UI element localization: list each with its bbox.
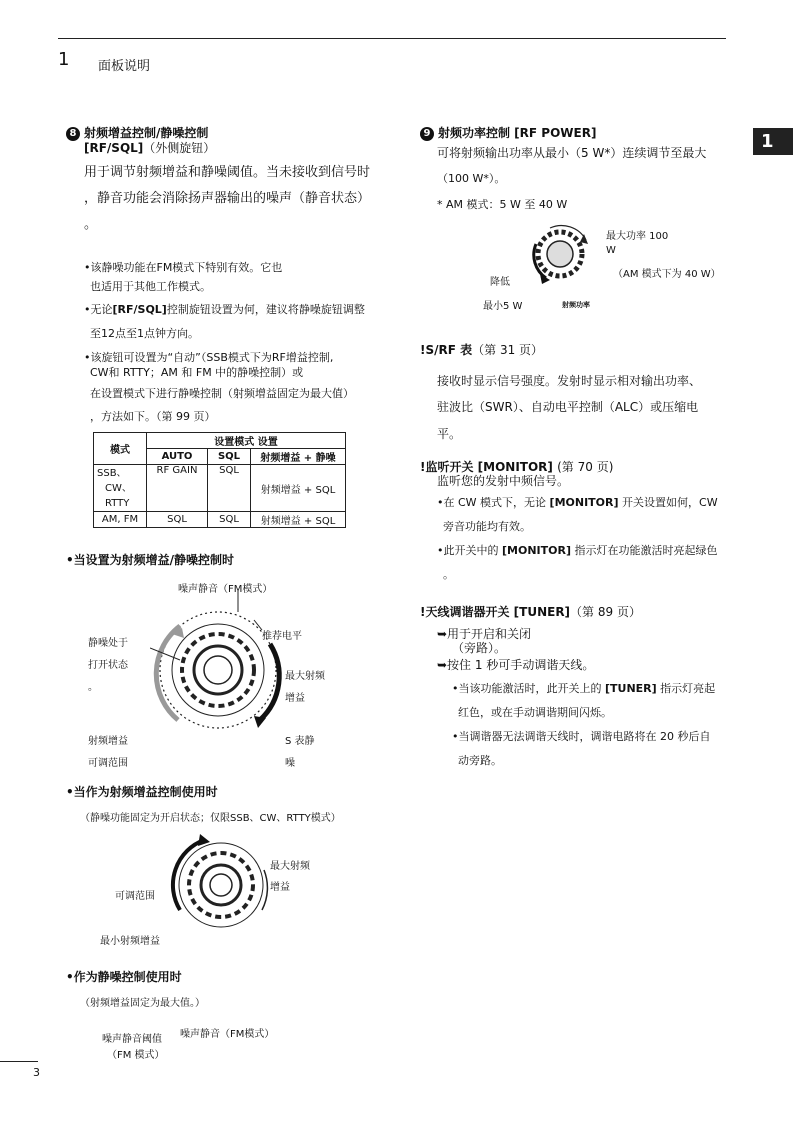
rf-power-min: 最小5 W: [483, 301, 523, 312]
figure2-arrowhead: [198, 834, 210, 846]
table-col-mode: 模式: [94, 433, 147, 465]
table-col-group: 设置模式 设置: [147, 433, 346, 449]
rf-power-max-3: （AM 模式下为 40 W）: [613, 269, 721, 280]
monitor-bullet2-line2: 。: [443, 568, 454, 581]
figure1-label-line: [150, 648, 180, 660]
tuner-action1-line1: ➥用于开启和关闭: [437, 627, 532, 641]
tuner-b1-bold: [TUNER]: [604, 682, 657, 695]
bullet1-line2: 也适用于其他工作模式。: [90, 280, 211, 293]
monitor-bullet1-line2: 旁音功能均有效。: [443, 520, 531, 533]
figure2-knob-diagram: [166, 830, 276, 940]
mode-ssb: SSB、: [97, 467, 127, 479]
tuner-title: [420, 603, 641, 620]
section-8-para-line3: 。: [84, 217, 98, 232]
rf-power-decrease: 降低: [490, 277, 510, 288]
header-rule: [58, 38, 726, 39]
table-cell-rfsql: 射频增益 + SQL: [251, 465, 346, 512]
figure1-sq-open-1: 静噪处于: [88, 638, 128, 649]
monitor-title-text: 监听开关 [MONITOR]: [425, 460, 553, 474]
figure1-s-meter-2: 噪: [285, 758, 295, 769]
monitor-b1-pre: •在 CW 模式下，无论: [437, 496, 550, 509]
table-col-auto: AUTO: [147, 449, 208, 465]
figure2-knob-cap: [201, 865, 241, 905]
srf-page-ref: （第 31 页）: [472, 343, 544, 357]
figure1-heading: •当设置为射频增益/静噪控制时: [66, 553, 235, 567]
tuner-bullet1-line1: [452, 680, 715, 696]
section-8-para-line1: 用于调节射频增益和静噪阈值。当未接收到信号时: [84, 165, 371, 180]
table-cell-auto: RF GAIN: [147, 465, 208, 512]
section-9-note: * AM 模式：5 W 至 40 W: [437, 198, 568, 211]
figure1-noise-squelch: 噪声静音（FM模式）: [178, 584, 273, 595]
figure2-max-rf-1: 最大射频: [270, 861, 310, 872]
tuner-b1-post: 指示灯亮起: [656, 682, 716, 695]
bullet2-pre: •无论: [84, 303, 113, 316]
table-cell-mode: AM, FM: [94, 512, 147, 528]
figure1-sq-open-3: 。: [88, 682, 98, 693]
figure1-max-rf-2: 增益: [285, 693, 305, 704]
table-col-rfsql: 射频增益 + 静噪: [251, 449, 346, 465]
figure1-rf-range-2: 可调范围: [88, 758, 128, 769]
section-9-badge: 9: [420, 127, 434, 141]
tuner-page-ref: （第 89 页）: [570, 605, 641, 619]
chapter-side-tab: [753, 128, 793, 155]
rf-power-max-1: 最大功率 100: [606, 231, 669, 242]
page-number: 3: [33, 1066, 40, 1079]
mode-rtty: RTTY: [105, 497, 130, 509]
table-cell-mode: [94, 465, 147, 512]
figure1-recommended-line: [254, 620, 262, 630]
monitor-marker: !: [420, 460, 426, 474]
tuner-bullet2-line2: 动旁路。: [458, 754, 502, 767]
tuner-bullet1-line2: 红色，或在手动调谐期间闪烁。: [458, 706, 612, 719]
srf-para-line1: 接收时显示信号强度。发射时显示相对输出功率、: [437, 374, 702, 388]
tuner-title-text: 天线调谐器开关 [TUNER]: [425, 605, 571, 619]
tuner-action2: ➥按住 1 秒可手动调谐天线。: [437, 658, 595, 672]
srf-meter-title: [420, 341, 543, 358]
table-cell-sql: SQL: [208, 512, 251, 528]
table-row: [94, 465, 346, 512]
section-8-title-text: 射频增益控制/静噪控制: [84, 126, 209, 140]
bullet1-line1: •该静噪功能在FM模式下特别有效。它也: [84, 261, 283, 274]
rf-power-knob-cap: [547, 241, 573, 267]
table-cell-auto: SQL: [147, 512, 208, 528]
bullet3-line4: ，方法如下。（第 99 页）: [90, 410, 216, 423]
section-9-title: [420, 124, 596, 141]
monitor-b2-pre: •此开关中的: [437, 544, 502, 557]
tuner-marker: !: [420, 605, 426, 619]
chapter-title: 面板说明: [98, 59, 151, 74]
figure1-max-rf-1: 最大射频: [285, 671, 325, 682]
table-col-sql: SQL: [208, 449, 251, 465]
monitor-b2-post: 指示灯在功能激活时亮起绿色: [570, 544, 718, 557]
monitor-b1-post: 开关设置如何，CW: [618, 496, 718, 509]
section-8-para-line2: ，静音功能会消除扬声器输出的噪声（静音状态）: [84, 191, 371, 206]
figure3-note: （射频增益固定为最大值。）: [80, 998, 205, 1009]
bullet2-line2: 至12点至1点钟方向。: [90, 327, 199, 340]
figure2-min-rf: 最小射频增益: [100, 936, 160, 947]
mode-cw: CW、: [105, 482, 132, 494]
figure1-rf-range-1: 射频增益: [88, 736, 128, 747]
figure2-note: （静噪功能固定为开启状态；仅限SSB、CW、RTTY模式）: [80, 813, 341, 824]
outer-knob-label: （外侧旋钮）: [143, 141, 216, 155]
section-9-title-text: 射频功率控制 [RF POWER]: [438, 126, 597, 140]
figure1-recommended: 推荐电平: [262, 631, 302, 642]
bullet2-bold: [RF/SQL]: [112, 303, 167, 316]
tuner-action1-line2: （旁路）。: [452, 641, 507, 655]
tuner-b1-pre: •当该功能激活时，此开关上的: [452, 682, 605, 695]
rfsql-label: [RF/SQL]: [84, 141, 144, 155]
monitor-bullet2-line1: [437, 542, 717, 558]
rf-power-knob-label: 射频功率: [562, 301, 590, 309]
figure3-heading: •作为静噪控制使用时: [66, 970, 182, 984]
figure1-sq-arrowhead: [254, 716, 266, 728]
section-8-subtitle: [84, 139, 215, 156]
figure3-threshold-1: 噪声静音阈值: [102, 1034, 162, 1045]
section-8-badge: 8: [66, 127, 80, 141]
srf-para-line3: 平。: [437, 427, 462, 441]
figure2-heading: •当作为射频增益控制使用时: [66, 785, 218, 799]
figure1-knob-cap: [194, 646, 242, 694]
rf-power-knob-diagram: [528, 220, 592, 284]
srf-marker: !: [420, 343, 426, 357]
monitor-b2-bold: [MONITOR]: [502, 544, 571, 557]
table-header-row: [94, 433, 346, 449]
table-cell-rfsql: 射频增益 + SQL: [251, 512, 346, 528]
bullet3-line3: 在设置模式下进行静噪控制（射频增益固定为最大值）: [90, 387, 354, 400]
figure3-noise-squelch: 噪声静音（FM模式）: [180, 1029, 275, 1040]
figure1-s-meter-1: S 表静: [285, 736, 315, 747]
table-cell-sql: SQL: [208, 465, 251, 512]
section-9-para-line1: 可将射频输出功率从最小（5 W*）连续调节至最大: [437, 146, 707, 160]
section-9-para-line2: （100 W*）。: [437, 172, 506, 185]
bullet2-post: 控制旋钮设置为何，建议将静噪旋钮调整: [166, 303, 365, 316]
figure3-threshold-2: （FM 模式）: [107, 1050, 165, 1061]
figure1-knob-diagram: [150, 590, 290, 740]
monitor-page-ref: (第 70 页): [557, 460, 614, 474]
table-row: [94, 512, 346, 528]
footer-rule: [0, 1061, 38, 1062]
settings-table: [93, 432, 346, 528]
bullet3-line2: CW和 RTTY；AM 和 FM 中的静噪控制）或: [90, 366, 304, 379]
bullet3-line1: •该旋钮可设置为“自动”（SSB模式下为RF增益控制,: [84, 351, 334, 364]
figure2-max-rf-2: 增益: [270, 882, 290, 893]
bullet2-line1: [84, 301, 365, 317]
srf-para-line2: 驻波比（SWR）、自动电平控制（ALC）或压缩电: [437, 400, 699, 414]
tuner-bullet2-line1: •当调谐器无法调谐天线时，调谐电路将在 20 秒后自: [452, 730, 711, 743]
figure2-range: 可调范围: [115, 891, 155, 902]
srf-title-text: S/RF 表: [425, 343, 473, 357]
monitor-bullet1-line1: [437, 494, 718, 510]
monitor-b1-bold: [MONITOR]: [549, 496, 619, 509]
figure1-sq-open-2: 打开状态: [88, 660, 128, 671]
rf-power-max-2: W: [606, 245, 616, 256]
side-tab-number: 1: [761, 131, 774, 152]
monitor-desc: 监听您的发射中频信号。: [437, 474, 570, 488]
chapter-number: 1: [58, 49, 70, 70]
figure1-rf-arc: [156, 626, 180, 720]
